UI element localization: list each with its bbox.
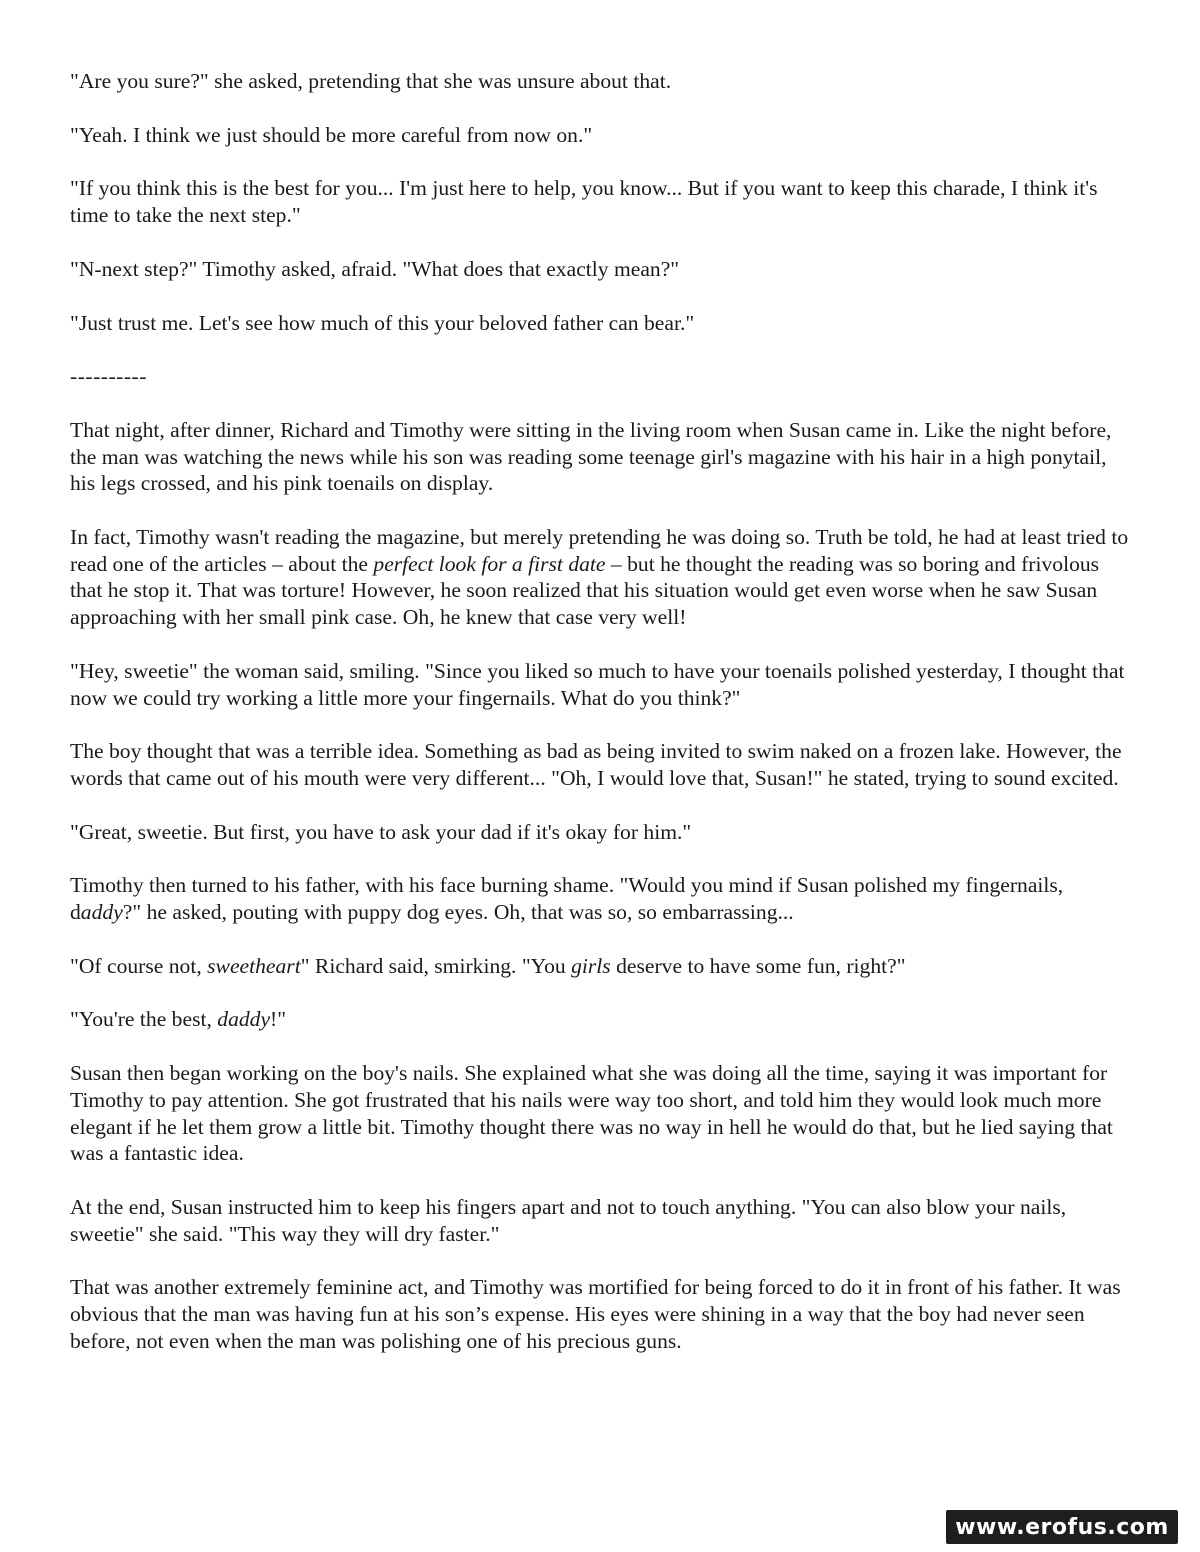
paragraph-10: "Great, sweetie. But first, you have to ask your dad if it's okay for him." — [70, 819, 692, 844]
watermark-badge — [946, 1510, 1178, 1544]
italic-word: daddy — [217, 1007, 271, 1032]
paragraph-16: That was another extremely feminine act, and Timothy was mortified for being forced to do it in front of his father. It was obvious that the man was having fun at his son’s expense. His eyes were shining in a way that the boy had never seen before, not even when the man was polishing one of his precious guns. — [70, 1275, 1121, 1353]
paragraph-15: At the end, Susan instructed him to keep his fingers apart and not to touch anything. "You can also blow your nails, sweetie" she said. "This way they will dry faster." — [70, 1194, 1067, 1246]
document-page — [70, 68, 1135, 1382]
italic-word: addy — [80, 900, 123, 925]
scene-separator: ---------- — [70, 364, 147, 389]
paragraph-8: "Hey, sweetie" the woman said, smiling. "Since you liked so much to have your toenails polished yesterday, I thought that now we could try working a little more your fingernails. What do you think?" — [70, 658, 1125, 710]
paragraph-14: Susan then began working on the boy's nails. She explained what she was doing all the time, saying it was important for Timothy to pay attention. She got frustrated that his nails were way too short, and told him they would look much more elegant if he let them grow a little bit. Timothy thought there was no way in hell he would do that, but he lied saying that was a fantastic idea. — [70, 1061, 1113, 1166]
paragraph-2: "Yeah. I think we just should be more careful from now on." — [70, 122, 593, 147]
paragraph-13: "You're the best, daddy!" — [70, 1007, 287, 1032]
paragraph-12: "Of course not, sweetheart" Richard said, smirking. "You girls deserve to have some fun, right?" — [70, 953, 906, 978]
paragraph-5: "Just trust me. Let's see how much of this your beloved father can bear." — [70, 310, 695, 335]
paragraph-3: "If you think this is the best for you... I'm just here to help, you know... But if you want to keep this charade, I think it's time to take the next step." — [70, 176, 1098, 228]
paragraph-9: The boy thought that was a terrible idea. Something as bad as being invited to swim naked on a frozen lake. However, the words that came out of his mouth were very different... "Oh, I would love that, Susan!" he stated, trying to sound excited. — [70, 739, 1122, 790]
paragraph-6: That night, after dinner, Richard and Timothy were sitting in the living room when Susan came in. Like the night before, the man was watching the news while his son was reading some teenage girl's magazine with his hair in a high ponytail, his legs crossed, and his pink toenails on display. — [70, 417, 1112, 496]
italic-word: sweetheart — [207, 953, 301, 978]
italic-word: girls — [571, 953, 611, 978]
italic-phrase: perfect look for a first date — [373, 551, 606, 576]
paragraph-1: "Are you sure?" she asked, pretending that she was unsure about that. — [70, 69, 672, 93]
paragraph-7: In fact, Timothy wasn't reading the magazine, but merely pretending he was doing so. Truth be told, he had at least tried to read one of the articles – about the perfect look for a first date – but he thought the reading was so boring and frivolous that he stop it. That was torture! However, he soon realized that his situation would get even worse when he saw Susan approaching with her small pink case. Oh, he knew that case very well! — [70, 525, 1129, 630]
paragraph-11: Timothy then turned to his father, with his face burning shame. "Would you mind if Susan polished my fingernails, daddy?" he asked, pouting with puppy dog eyes. Oh, that was so, so embarrassing... — [70, 873, 1064, 925]
paragraph-4: "N-next step?" Timothy asked, afraid. "What does that exactly mean?" — [70, 256, 680, 281]
watermark-text: www.erofus.com — [955, 1514, 1169, 1540]
